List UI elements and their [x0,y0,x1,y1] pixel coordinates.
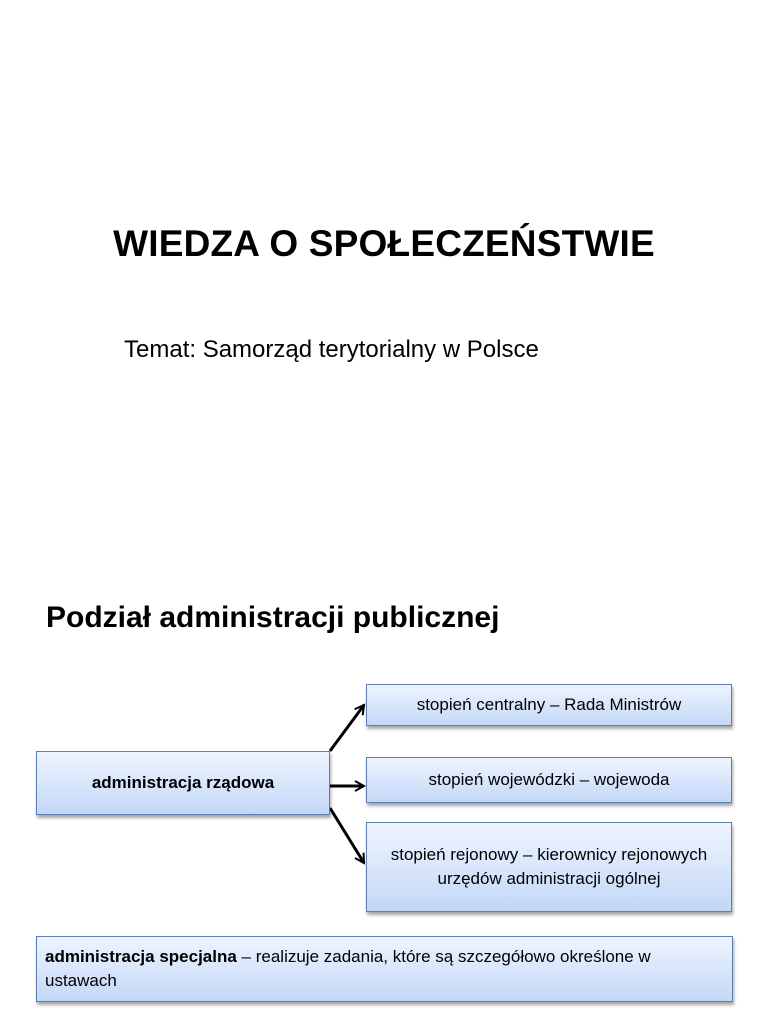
node-central-level [366,684,732,726]
node-voivodeship-level [366,757,732,803]
slide-subtitle: Temat: Samorząd terytorialny w Polsce [124,336,539,363]
node-voivodeship-level-label: stopień wojewódzki – wojewoda [428,770,670,789]
arrow-to-regional [330,808,364,863]
special-administration-description: – realizuje zadania, które są szczegółowo określone w ustawach [45,947,651,990]
node-regional-level-label: stopień rejonowy – kierownicy rejonowych urzędów administracji ogólnej [390,845,708,888]
slide-title: WIEDZA O SPOŁECZEŃSTWIE [113,223,655,264]
node-regional-level [366,822,732,912]
node-central-level-label: stopień centralny – Rada Ministrów [416,695,682,714]
node-government-administration-label: administracja rządowa [91,773,275,792]
arrow-to-central [330,705,364,751]
special-administration-box [36,936,733,1002]
section-heading: Podział administracji publicznej [46,601,500,634]
special-administration-term: administracja specjalna [45,947,237,966]
node-government-administration [36,751,330,815]
special-administration-text [45,945,724,993]
